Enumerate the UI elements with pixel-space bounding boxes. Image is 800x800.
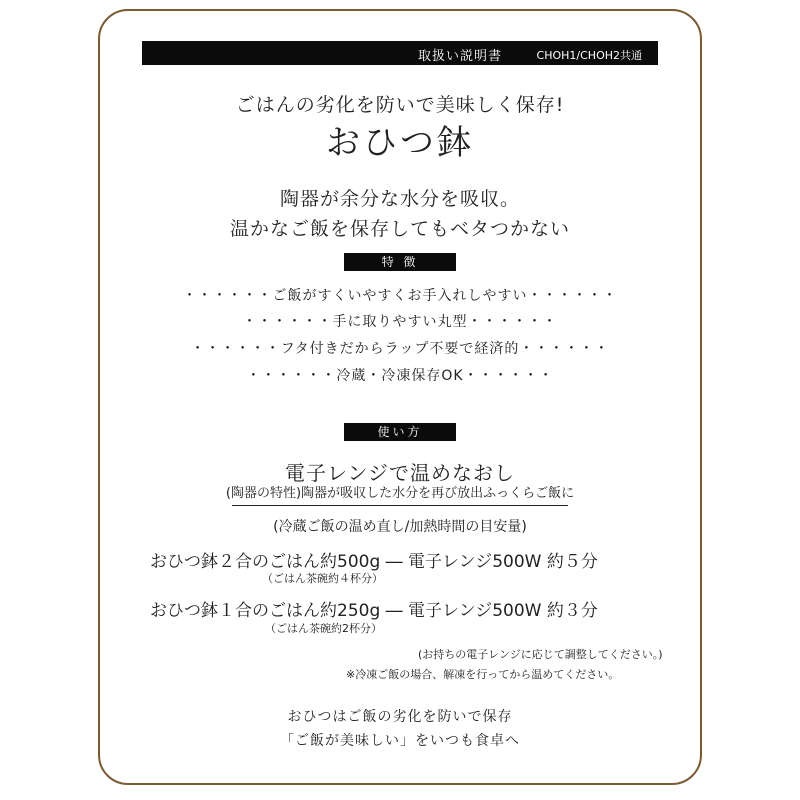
howto-label: 使い方 [344,423,456,441]
reheat-row-1go: おひつ鉢１合のごはん約250g ― 電子レンジ500W 約３分 [150,601,598,621]
howto-title: 電子レンジで温めなおし [285,461,515,485]
adjust-note: (お持ちの電子レンジに応じて調整してください。) [418,648,663,661]
reheat-heading: (冷蔵ご飯の温め直し/加熱時間の目安量) [273,519,527,535]
howto-description: (陶器の特性)陶器が吸収した水分を再び放出ふっくらご飯に [225,486,575,501]
model-number: CHOH1/CHOH2共通 [536,49,642,62]
footer-line-2: 「ご飯が美味しい」をいつも食卓へ [280,733,520,749]
product-name: おひつ鉢 [326,123,474,163]
reheat-row-2go-sub: （ごはん茶碗約４杯分） [262,572,383,585]
feature-item: ・・・・・・ご飯がすくいやすくお手入れしやすい・・・・・・ [182,288,618,304]
divider [232,505,568,506]
footer-line-1: おひつはご飯の劣化を防いで保存 [287,709,513,725]
feature-item: ・・・・・・手に取りやすい丸型・・・・・・ [242,314,558,330]
lead-line-2: 温かなご飯を保存してもベタつかない [229,218,570,240]
slogan: ごはんの劣化を防いで美味しく保存! [235,94,565,116]
reheat-row-2go: おひつ鉢２合のごはん約500g ― 電子レンジ500W 約５分 [150,552,598,572]
reheat-row-1go-sub: （ごはん茶碗約2杯分） [265,622,382,635]
header-bar [142,41,658,65]
feature-item: ・・・・・・フタ付きだからラップ不要で経済的・・・・・・ [190,341,610,357]
feature-item: ・・・・・・冷蔵・冷凍保存OK・・・・・・ [246,368,554,384]
manual-title: 取扱い説明書 [417,49,502,64]
lead-line-1: 陶器が余分な水分を吸収。 [279,188,520,210]
frozen-note: ※冷凍ご飯の場合、解凍を行ってから温めてください。 [346,668,620,681]
features-label: 特 徴 [344,253,456,271]
